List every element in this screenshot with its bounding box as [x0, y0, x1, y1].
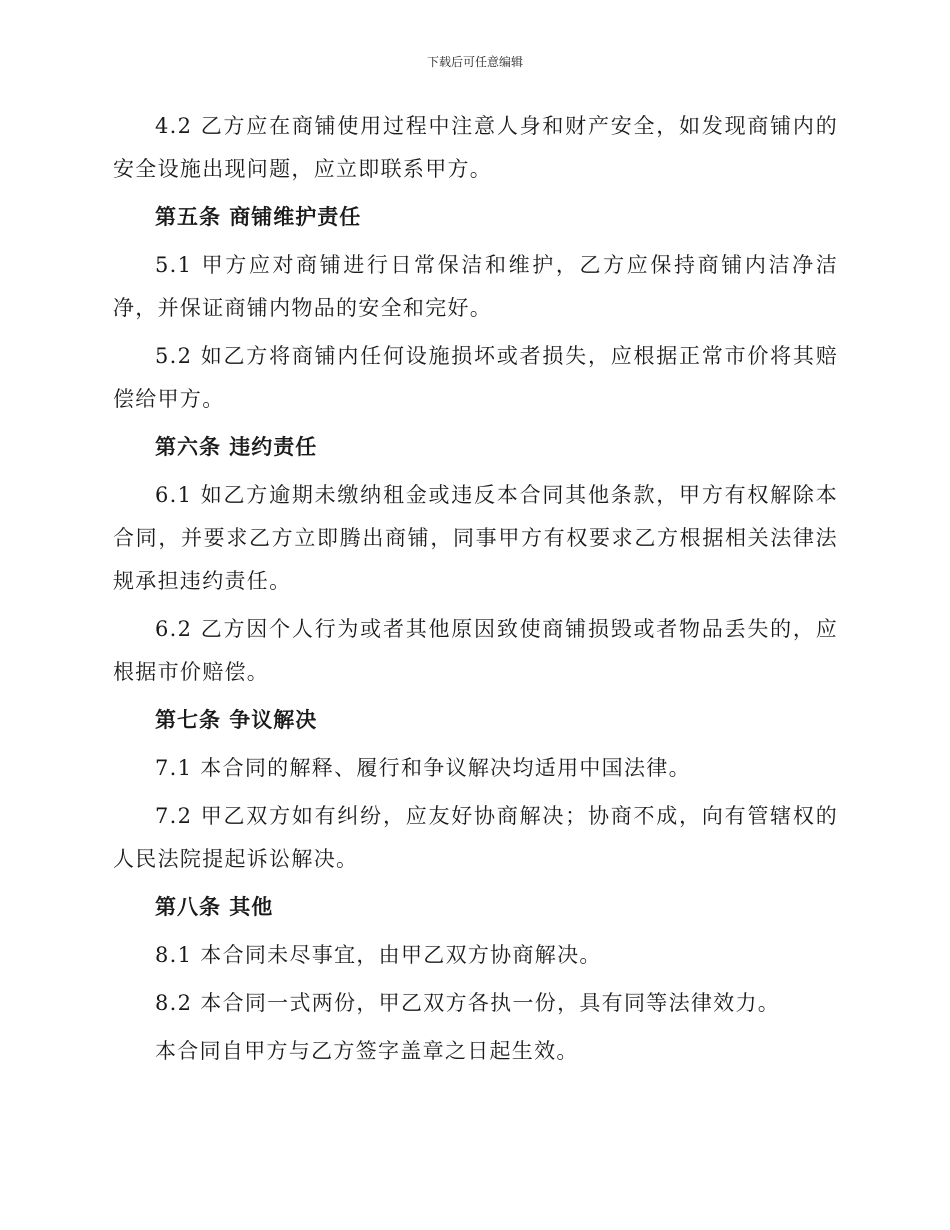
clause-8-1: 8.1 本合同未尽事宜，由甲乙双方协商解决。 — [155, 943, 602, 967]
clause-6-1: 6.1 如乙方逾期未缴纳租金或违反本合同其他条款，甲方有权解除本合同，并要求乙方立即腾出商铺，同事甲方有权要求乙方根据相关法律法规承担违约责任。 — [113, 483, 838, 593]
effective-clause: 本合同自甲方与乙方签字盖章之日起生效。 — [155, 1039, 579, 1063]
clause-5-2: 5.2 如乙方将商铺内任何设施损坏或者损失，应根据正常市价将其赔偿给甲方。 — [113, 344, 838, 411]
article-5-heading: 第五条 商铺维护责任 — [155, 205, 362, 229]
clause-5-1: 5.1 甲方应对商铺进行日常保洁和维护，乙方应保持商铺内洁净洁净，并保证商铺内物品的安全和完好。 — [113, 253, 838, 320]
clause-7-2: 7.2 甲乙双方如有纠纷，应友好协商解决；协商不成，向有管辖权的人民法院提起诉讼解决。 — [113, 804, 838, 871]
article-8-heading: 第八条 其他 — [155, 895, 274, 919]
clause-8-2: 8.2 本合同一式两份，甲乙双方各执一份，具有同等法律效力。 — [155, 991, 781, 1015]
article-7-heading: 第七条 争议解决 — [155, 708, 318, 732]
clause-7-1: 7.1 本合同的解释、履行和争议解决均适用中国法律。 — [155, 756, 691, 780]
clause-6-2: 6.2 乙方因个人行为或者其他原因致使商铺损毁或者物品丢失的，应根据市价赔偿。 — [113, 617, 838, 684]
document-body — [113, 105, 838, 1073]
article-6-heading: 第六条 违约责任 — [155, 435, 318, 459]
page-header: 下载后可任意编辑 — [426, 55, 523, 69]
clause-4-2: 4.2 乙方应在商铺使用过程中注意人身和财产安全，如发现商铺内的安全设施出现问题，应立即联系甲方。 — [113, 114, 838, 181]
